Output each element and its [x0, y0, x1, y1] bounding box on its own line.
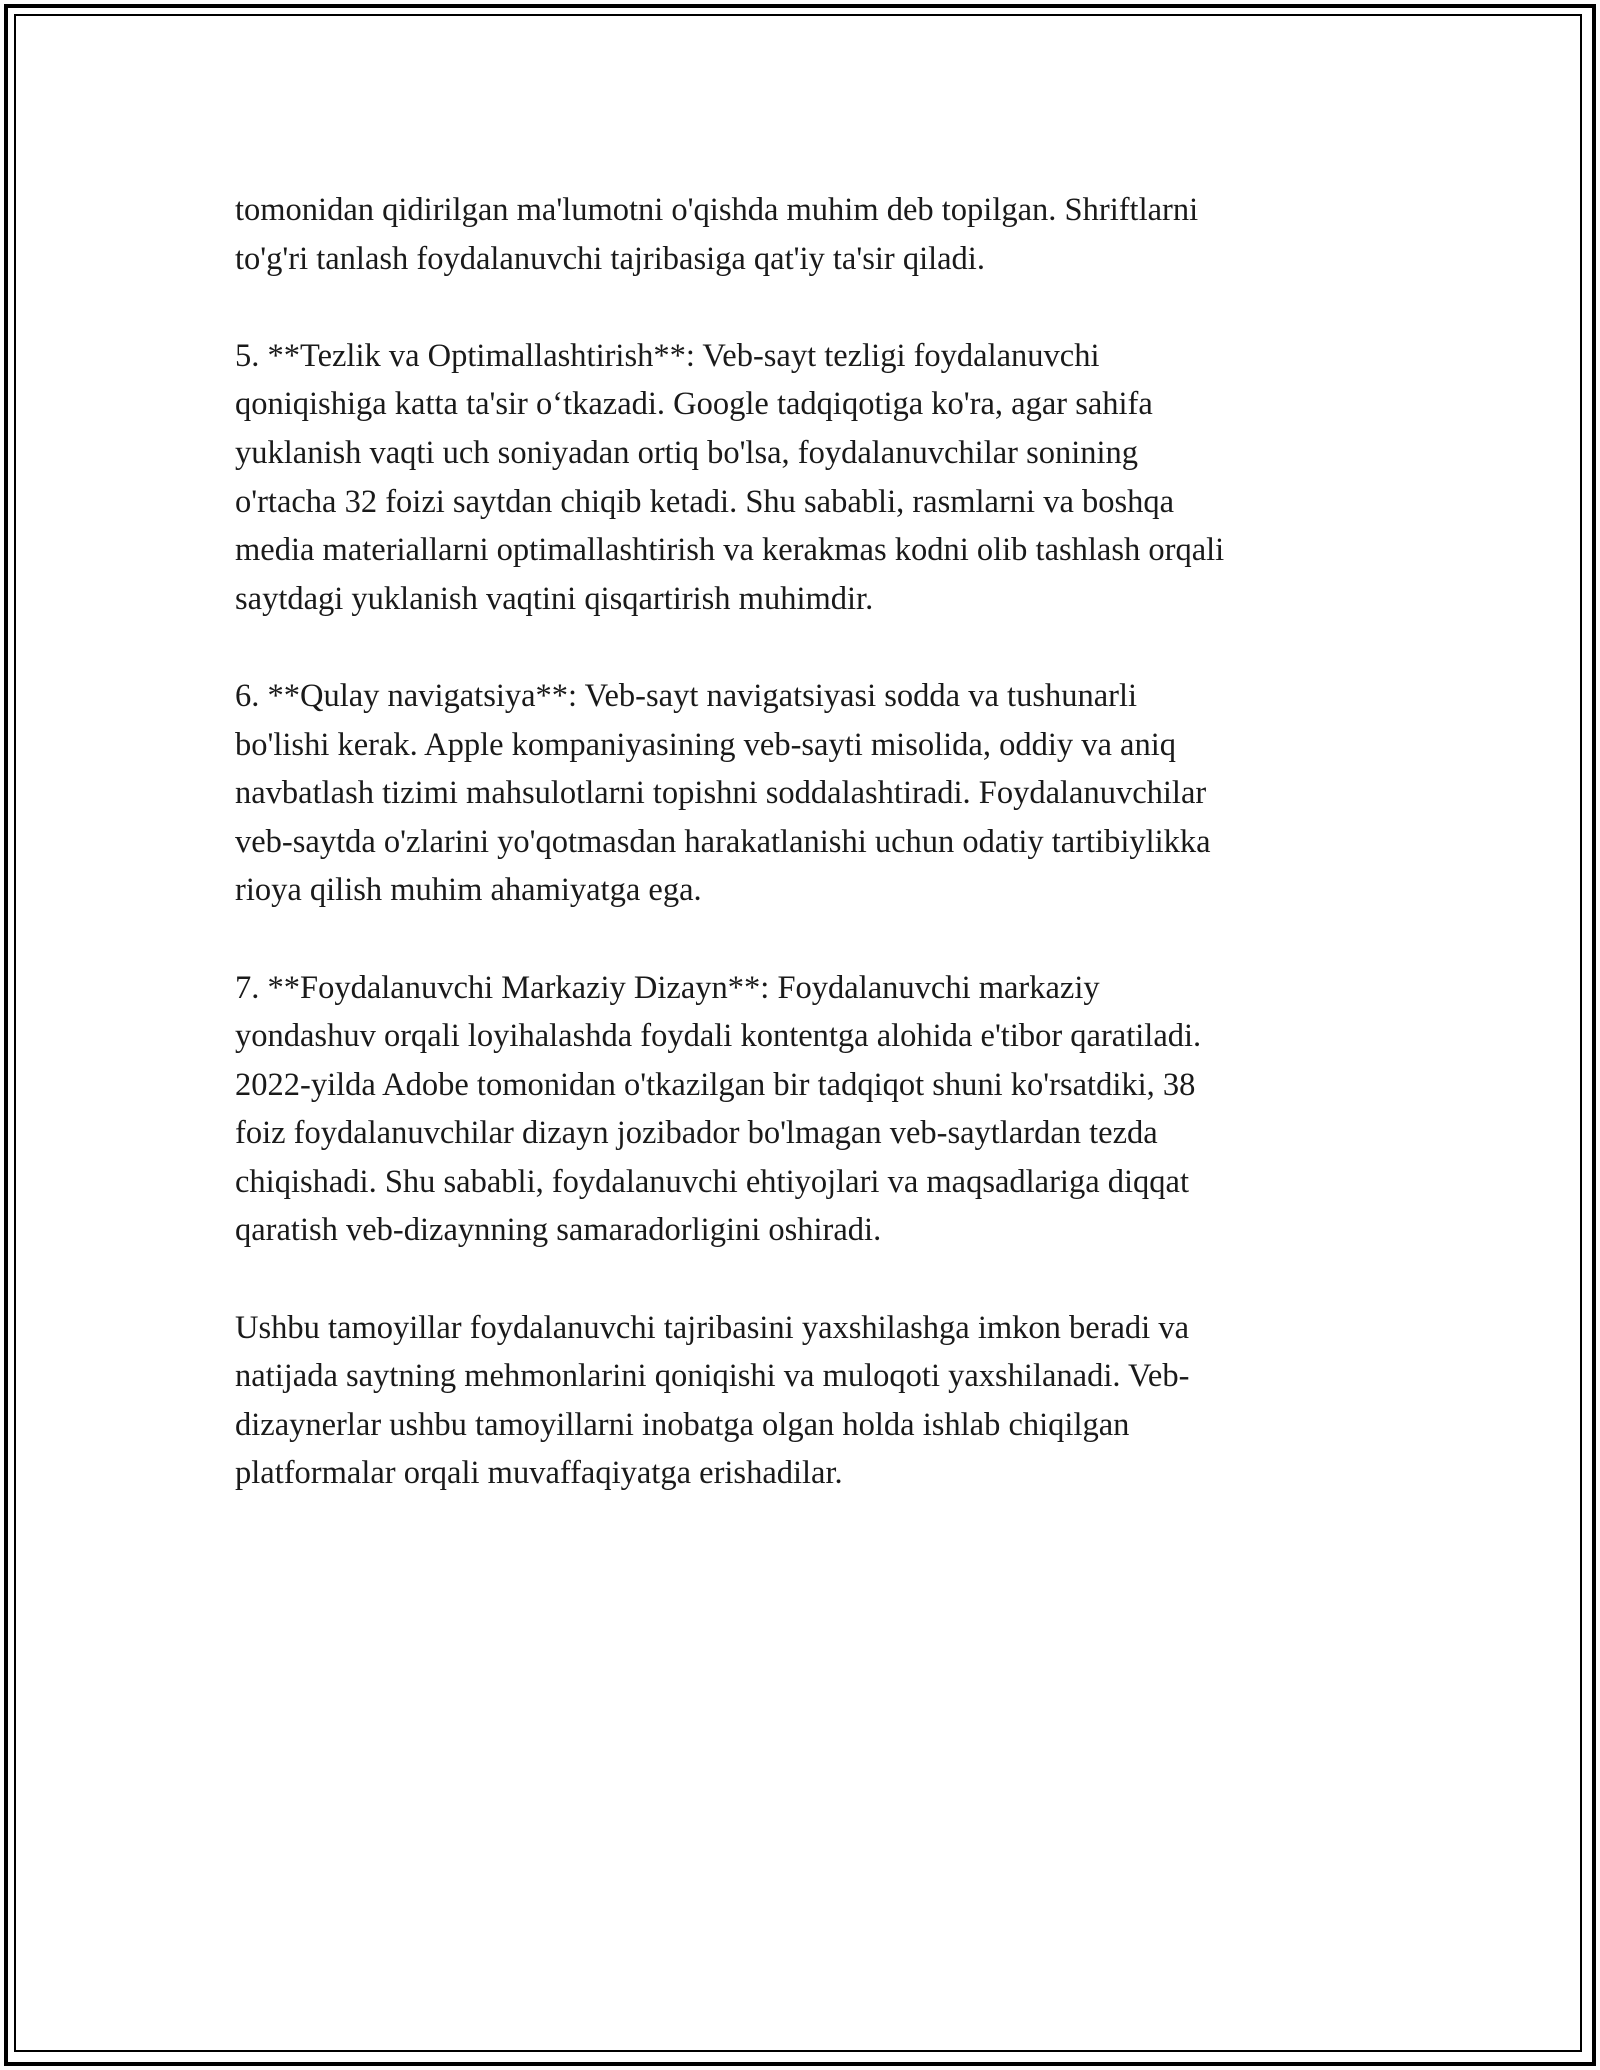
text-line: natijada saytning mehmonlarini qoniqishi va muloqoti yaxshilanadi. Veb-: [235, 1358, 1190, 1395]
text-line: dizaynerlar ushbu tamoyillarni inobatga olgan holda ishlab chiqilgan: [235, 1406, 1130, 1443]
text-line: to'g'ri tanlash foydalanuvchi tajribasiga qat'iy ta'sir qiladi.: [235, 240, 985, 277]
text-line: 7. **Foydalanuvchi Markaziy Dizayn**: Foydalanuvchi markaziy: [235, 969, 1100, 1006]
text-line: media materiallarni optimallashtirish va kerakmas kodni olib tashlash orqali: [235, 532, 1225, 569]
text-line: rioya qilish muhim ahamiyatga ega.: [235, 872, 702, 909]
text-line: qaratish veb-dizaynning samaradorligini oshiradi.: [235, 1212, 882, 1249]
text-line: 6. **Qulay navigatsiya**: Veb-sayt navigatsiyasi sodda va tushunarli: [235, 677, 1138, 714]
paragraph-navigation: [235, 672, 1365, 915]
text-line: veb-saytda o'zlarini yo'qotmasdan harakatlanishi uchun odatiy tartibiylikka: [235, 823, 1211, 860]
document-body: [235, 186, 1365, 1547]
text-line: chiqishadi. Shu sababli, foydalanuvchi ehtiyojlari va maqsadlariga diqqat: [235, 1163, 1189, 1200]
text-line: platformalar orqali muvaffaqiyatga erishadilar.: [235, 1455, 843, 1492]
text-line: 2022-yilda Adobe tomonidan o'tkazilgan bir tadqiqot shuni ko'rsatdiki, 38: [235, 1066, 1196, 1103]
text-line: yuklanish vaqti uch soniyadan ortiq bo'lsa, foydalanuvchilar sonining: [235, 434, 1139, 471]
text-line: Ushbu tamoyillar foydalanuvchi tajribasini yaxshilashga imkon beradi va: [235, 1309, 1190, 1346]
paragraph-conclusion: [235, 1304, 1365, 1498]
text-line: bo'lishi kerak. Apple kompaniyasining veb-sayti misolida, oddiy va aniq: [235, 726, 1176, 763]
text-line: qoniqishiga katta ta'sir o‘tkazadi. Google tadqiqotiga ko'ra, agar sahifa: [235, 386, 1153, 423]
text-line: 5. **Tezlik va Optimallashtirish**: Veb-sayt tezligi foydalanuvchi: [235, 337, 1100, 374]
text-line: saytdagi yuklanish vaqtini qisqartirish muhimdir.: [235, 580, 874, 617]
text-line: tomonidan qidirilgan ma'lumotni o'qishda muhim deb topilgan. Shriftlarni: [235, 192, 1199, 228]
text-line: foiz foydalanuvchilar dizayn jozibador bo'lmagan veb-saytlardan tezda: [235, 1115, 1158, 1152]
text-line: navbatlash tizimi mahsulotlarni topishni soddalashtiradi. Foydalanuvchilar: [235, 775, 1207, 812]
text-line: o'rtacha 32 foizi saytdan chiqib ketadi. Shu sababli, rasmlarni va boshqa: [235, 483, 1175, 520]
text-line: yondashuv orqali loyihalashda foydali kontentga alohida e'tibor qaratiladi.: [235, 1018, 1202, 1055]
paragraph-font-selection: [235, 186, 1365, 283]
paragraph-speed-optimization: [235, 332, 1365, 624]
paragraph-user-centered-design: [235, 964, 1365, 1256]
